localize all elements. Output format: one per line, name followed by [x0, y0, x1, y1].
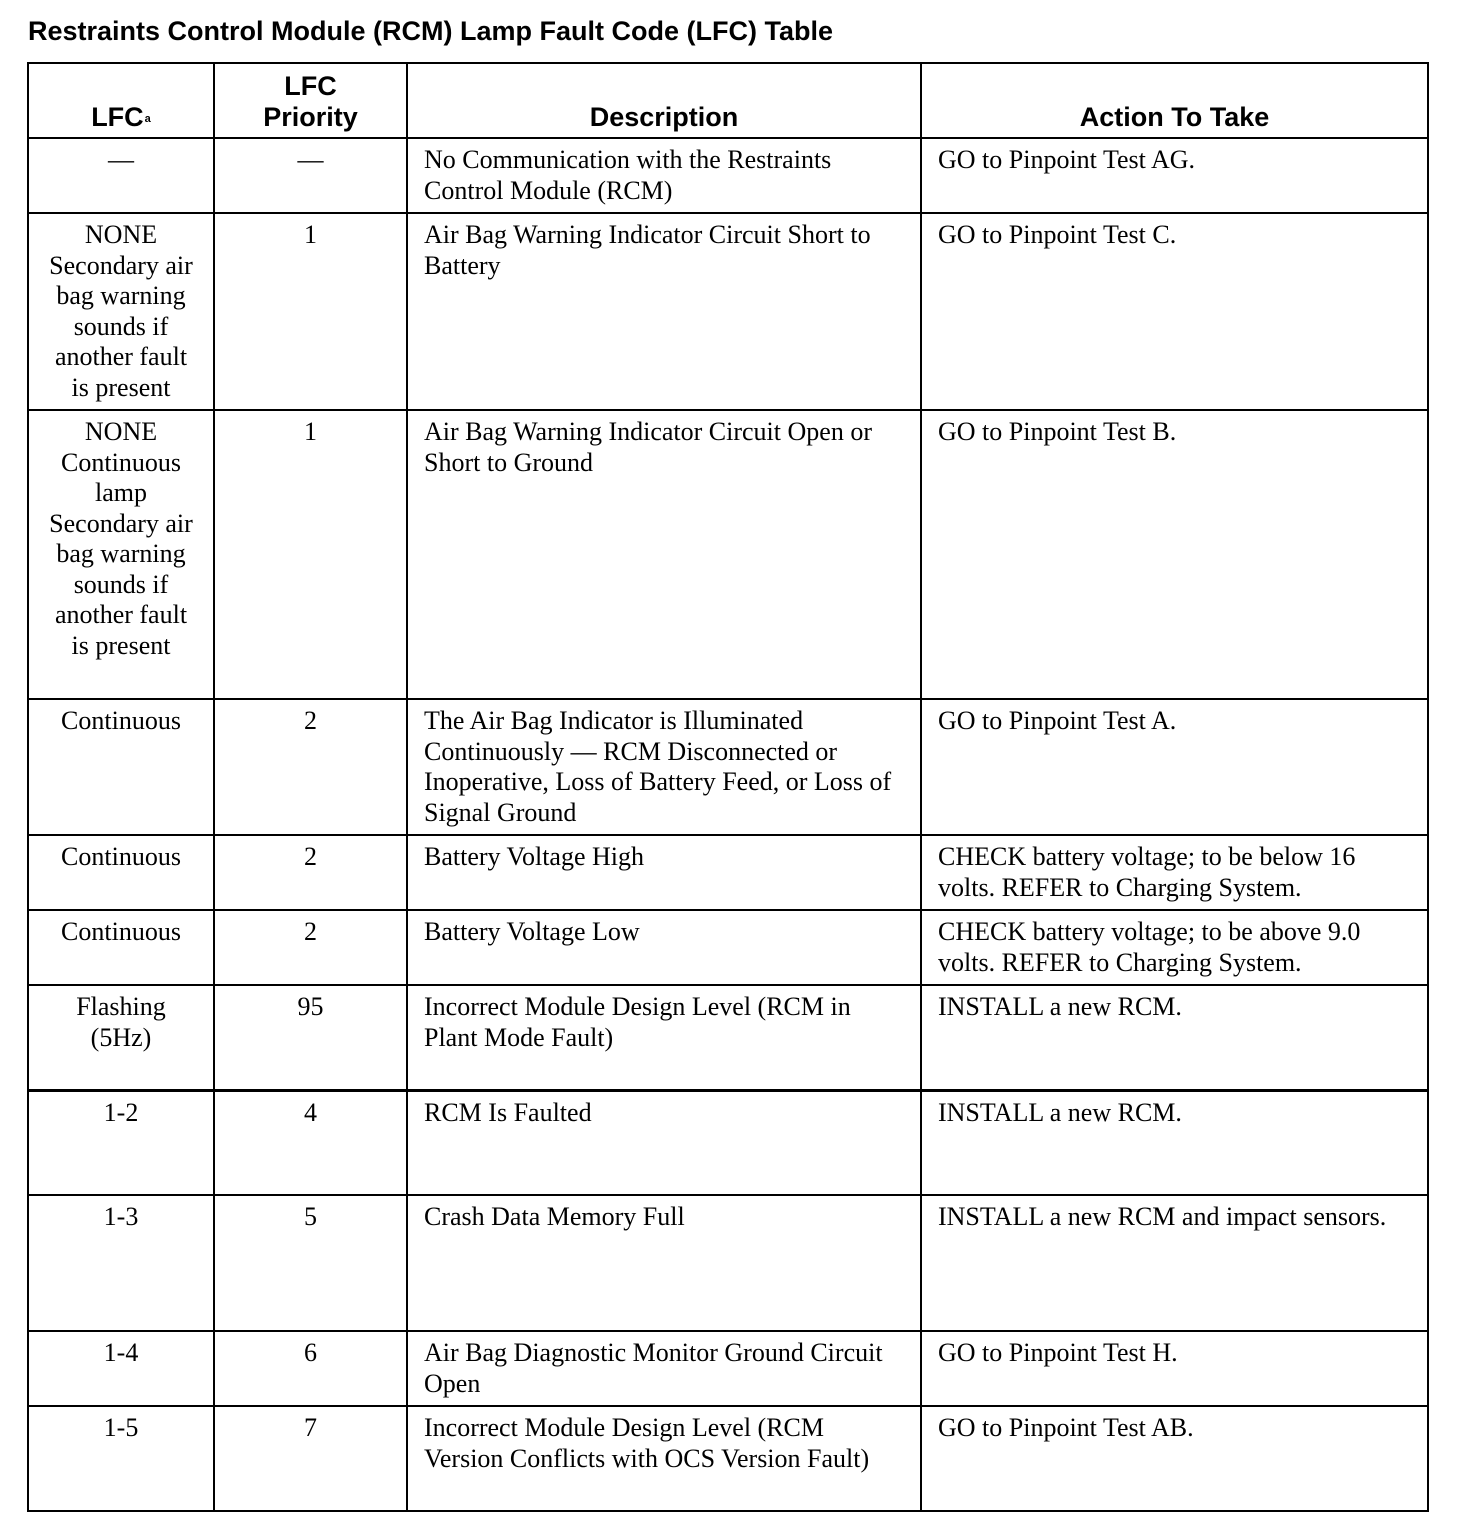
lfc-cell: Continuous [28, 699, 214, 835]
description-cell: The Air Bag Indicator is Illuminated Continuously — RCM Disconnected or Inoperative, Loss of Battery Feed, or Loss of Signal Ground [407, 699, 921, 835]
table-row [28, 410, 1428, 699]
footnote-marker: a [144, 113, 151, 125]
table-row [28, 1195, 1428, 1331]
action-cell: CHECK battery voltage; to be above 9.0 volts. REFER to Charging System. [921, 910, 1428, 985]
description-cell: Air Bag Diagnostic Monitor Ground Circuit Open [407, 1331, 921, 1406]
lfc-cell: 1-3 [28, 1195, 214, 1331]
priority-cell: 95 [214, 985, 407, 1090]
action-cell: GO to Pinpoint Test B. [921, 410, 1428, 699]
action-cell: GO to Pinpoint Test C. [921, 213, 1428, 410]
action-cell: INSTALL a new RCM. [921, 1090, 1428, 1195]
priority-cell: 6 [214, 1331, 407, 1406]
priority-cell: 1 [214, 410, 407, 699]
header-priority: LFC Priority [214, 63, 407, 138]
priority-cell: 2 [214, 699, 407, 835]
header-lfc [28, 63, 214, 138]
header-action: Action To Take [921, 63, 1428, 138]
page-title: Restraints Control Module (RCM) Lamp Fault Code (LFC) Table [28, 16, 833, 46]
action-cell: INSTALL a new RCM and impact sensors. [921, 1195, 1428, 1331]
description-cell: Battery Voltage Low [407, 910, 921, 985]
priority-cell: 4 [214, 1090, 407, 1195]
priority-cell: 2 [214, 910, 407, 985]
description-cell: Air Bag Warning Indicator Circuit Short to Battery [407, 213, 921, 410]
action-cell: INSTALL a new RCM. [921, 985, 1428, 1090]
lfc-cell: NONE Continuous lamp Secondary air bag warning sounds if another fault is present [28, 410, 214, 699]
table-row [28, 213, 1428, 410]
description-cell: Air Bag Warning Indicator Circuit Open or Short to Ground [407, 410, 921, 699]
lfc-cell: — [28, 138, 214, 213]
lfc-cell: 1-2 [28, 1090, 214, 1195]
table-row [28, 1406, 1428, 1511]
lfc-table [27, 62, 1429, 1512]
action-cell: GO to Pinpoint Test AB. [921, 1406, 1428, 1511]
table-row [28, 138, 1428, 213]
priority-cell: 5 [214, 1195, 407, 1331]
lfc-cell: Continuous [28, 835, 214, 910]
header-lfc-label: LFC [91, 102, 144, 132]
header-description: Description [407, 63, 921, 138]
lfc-cell: Continuous [28, 910, 214, 985]
description-cell: No Communication with the Restraints Control Module (RCM) [407, 138, 921, 213]
description-cell: Crash Data Memory Full [407, 1195, 921, 1331]
table-row [28, 835, 1428, 910]
action-cell: GO to Pinpoint Test H. [921, 1331, 1428, 1406]
description-cell: Incorrect Module Design Level (RCM in Plant Mode Fault) [407, 985, 921, 1090]
description-cell: Incorrect Module Design Level (RCM Version Conflicts with OCS Version Fault) [407, 1406, 921, 1511]
description-cell: Battery Voltage High [407, 835, 921, 910]
priority-cell: — [214, 138, 407, 213]
action-cell: CHECK battery voltage; to be below 16 volts. REFER to Charging System. [921, 835, 1428, 910]
priority-cell: 1 [214, 213, 407, 410]
action-cell: GO to Pinpoint Test A. [921, 699, 1428, 835]
table-row [28, 985, 1428, 1090]
table-row [28, 1090, 1428, 1195]
lfc-cell: Flashing (5Hz) [28, 985, 214, 1090]
lfc-cell: NONE Secondary air bag warning sounds if another fault is present [28, 213, 214, 410]
table-row [28, 1331, 1428, 1406]
table-row [28, 910, 1428, 985]
header-row [28, 63, 1428, 138]
table-row [28, 699, 1428, 835]
action-cell: GO to Pinpoint Test AG. [921, 138, 1428, 213]
priority-cell: 2 [214, 835, 407, 910]
lfc-cell: 1-4 [28, 1331, 214, 1406]
lfc-cell: 1-5 [28, 1406, 214, 1511]
description-cell: RCM Is Faulted [407, 1090, 921, 1195]
priority-cell: 7 [214, 1406, 407, 1511]
